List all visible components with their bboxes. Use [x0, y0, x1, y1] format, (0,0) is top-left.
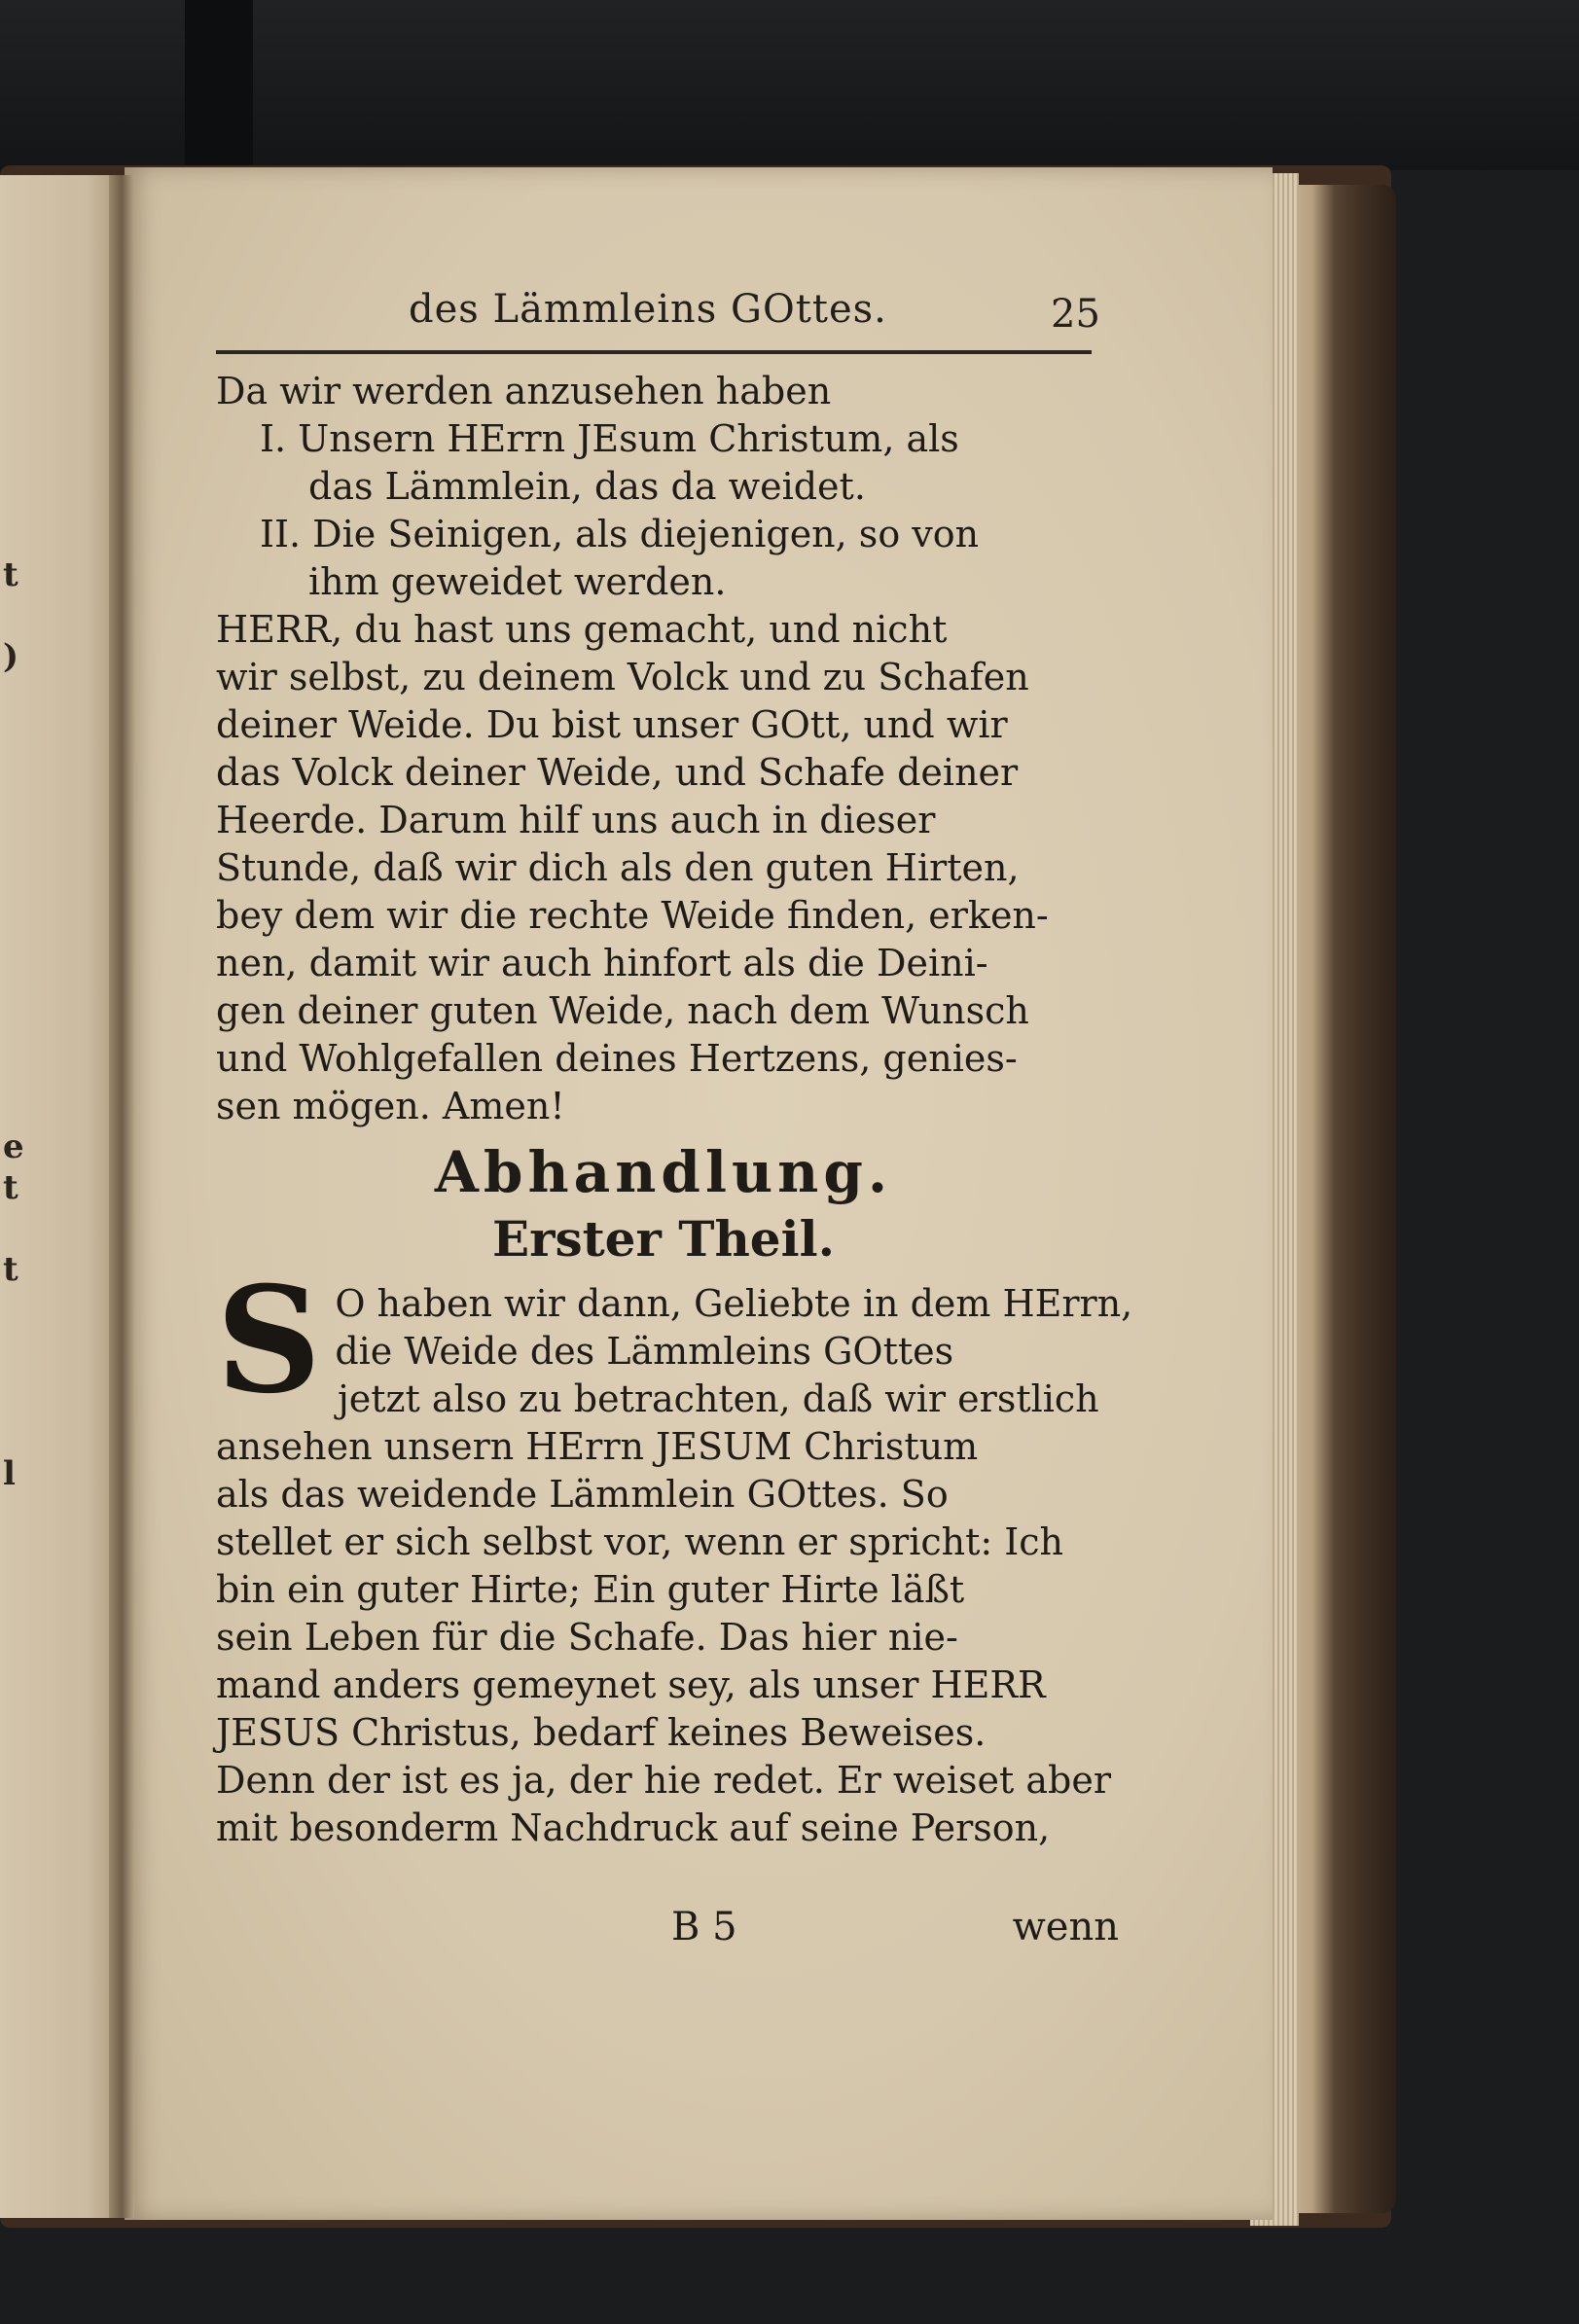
- prayer-line: das Volck deiner Weide, und Schafe deiner: [216, 751, 1019, 794]
- body-line: Denn der ist es ja, der hie redet. Er weiset aber: [216, 1759, 1111, 1802]
- left-page-fragment: [0, 1984, 29, 2025]
- left-page-fragment: [0, 881, 29, 922]
- left-page-text-fragments: [0, 554, 29, 2208]
- background-shadow-bar: [185, 0, 253, 165]
- intro-line: I. Unsern HErrn JEsum Christum, als: [260, 417, 959, 460]
- left-page-fragment: [0, 1535, 29, 1576]
- left-page-fragment: [0, 840, 29, 881]
- left-page-fragment: [0, 2025, 29, 2066]
- left-page-fragment: [0, 1739, 29, 1780]
- body-line: bin ein guter Hirte; Ein guter Hirte läßt: [216, 1568, 965, 1611]
- body-line: stellet er sich selbst vor, wenn er spricht: Ich: [216, 1520, 1064, 1563]
- body-line: mand anders gemeynet sey, als unser HERR: [216, 1663, 1046, 1706]
- prayer-line: wir selbst, zu deinem Volck und zu Schafen: [216, 656, 1029, 698]
- body-line: die Weide des Lämmleins GOttes: [335, 1330, 954, 1373]
- page-text: [216, 368, 1133, 1963]
- left-page: [0, 175, 125, 2218]
- catchword: wenn: [1012, 1905, 1119, 1949]
- left-page-fragment: e: [3, 1127, 24, 1166]
- left-page-fragment: [0, 2066, 29, 2107]
- left-page-fragment: [0, 800, 29, 840]
- intro-section: [216, 368, 1111, 606]
- book-gutter: [109, 175, 134, 2218]
- prayer-line: Stunde, daß wir dich als den guten Hirten,: [216, 846, 1020, 889]
- signature-mark: B 5: [671, 1905, 737, 1949]
- prayer-line: bey dem wir die rechte Weide finden, erken-: [216, 894, 1049, 937]
- left-page-fragment: [0, 1658, 29, 1698]
- left-page-fragment: [0, 1086, 29, 1126]
- left-page-fragment: [0, 2230, 29, 2270]
- left-page-fragment: [0, 1821, 29, 1862]
- left-page-fragment: [0, 759, 29, 800]
- left-page-fragment: t: [3, 1250, 18, 1289]
- left-page-fragment: [0, 1494, 29, 1535]
- intro-line: ihm geweidet werden.: [308, 560, 727, 603]
- left-page-fragment: ): [3, 637, 19, 676]
- body-line: ansehen unsern HErrn JESUM Christum: [216, 1425, 979, 1468]
- prayer-line: Heerde. Darum hilf uns auch in dieser: [216, 799, 936, 841]
- left-page-fragment: [0, 595, 29, 636]
- body-line: jetzt also zu betrachten, daß wir erstlich: [338, 1377, 1099, 1420]
- left-page-fragment: [0, 2189, 29, 2230]
- left-page-fragment: l: [3, 1454, 16, 1493]
- left-page-fragment: [0, 2148, 29, 2189]
- left-page-fragment: [0, 1045, 29, 1086]
- left-page-fragment: [0, 963, 29, 1004]
- intro-line: Da wir werden anzusehen haben: [216, 370, 832, 412]
- left-page-fragment: [0, 1944, 29, 1984]
- header-rule: [216, 350, 1092, 354]
- left-page-fragment: [0, 1576, 29, 1617]
- left-page-fragment: [0, 1412, 29, 1453]
- body-line: sein Leben für die Schafe. Das hier nie-: [216, 1616, 958, 1659]
- running-title: des Lämmleins GOttes.: [409, 287, 887, 332]
- left-page-fragment: [0, 1290, 29, 1331]
- left-page-fragment: t: [3, 555, 18, 594]
- prayer-line: und Wohlgefallen deines Hertzens, genies-: [216, 1037, 1018, 1080]
- left-page-fragment: [0, 1208, 29, 1249]
- left-page-fragment: [0, 1331, 29, 1372]
- page-number: 25: [1051, 292, 1100, 337]
- left-page-fragment: [0, 677, 29, 718]
- left-page-fragment: [0, 1862, 29, 1903]
- prayer-line: nen, damit wir auch hinfort als die Deini-: [216, 942, 988, 984]
- left-page-fragment: [0, 2107, 29, 2148]
- left-page-fragment: t: [3, 1168, 18, 1207]
- body-line: als das weidende Lämmlein GOttes. So: [216, 1473, 949, 1516]
- prayer-line: sen mögen. Amen!: [216, 1085, 565, 1127]
- book-spine-edge: [1284, 185, 1396, 2213]
- left-page-fragment: [0, 1780, 29, 1821]
- prayer-section: [216, 606, 1111, 1130]
- intro-line: das Lämmlein, das da weidet.: [308, 465, 866, 508]
- left-page-fragment: [0, 718, 29, 759]
- left-page-fragment: [0, 922, 29, 963]
- drop-cap: S: [216, 1255, 322, 1426]
- left-page-fragment: [0, 1004, 29, 1045]
- section-title: Abhandlung.: [434, 1139, 893, 1205]
- first-paragraph: [216, 1255, 1133, 1852]
- part-title: Erster Theil.: [491, 1210, 836, 1268]
- body-line: JESUS Christus, bedarf keines Beweises.: [216, 1711, 987, 1754]
- body-line: mit besonderm Nachdruck auf seine Person,: [216, 1806, 1051, 1849]
- body-line: O haben wir dann, Geliebte in dem HErrn,: [335, 1282, 1133, 1325]
- prayer-line: gen deiner guten Weide, nach dem Wunsch: [216, 989, 1029, 1032]
- intro-line: II. Die Seinigen, als diejenigen, so von: [260, 513, 980, 555]
- body-lines: [216, 1255, 1133, 1852]
- left-page-fragment: [0, 1698, 29, 1739]
- left-page-fragment: [0, 1903, 29, 1944]
- prayer-line: HERR, du hast uns gemacht, und nicht: [216, 608, 948, 651]
- left-page-fragment: [0, 1617, 29, 1658]
- left-page-fragment: [0, 1372, 29, 1412]
- prayer-line: deiner Weide. Du bist unser GOtt, und wir: [216, 703, 1008, 746]
